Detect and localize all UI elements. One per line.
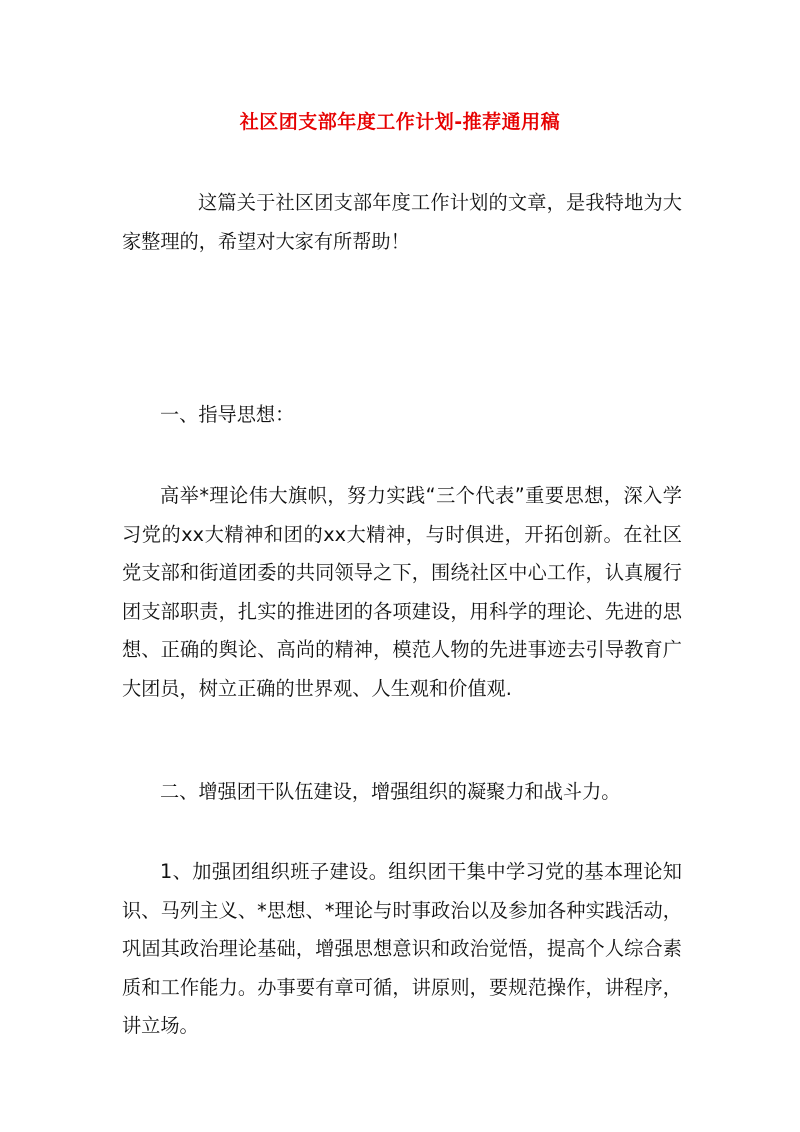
document-title: 社区团支部年度工作计划-推荐通用稿	[239, 111, 561, 133]
section-heading-team-building: 二、增强团干队伍建设，增强组织的凝聚力和战斗力。	[160, 780, 621, 803]
team-building-item-1: 1、加强团组织班子建设。组织团干集中学习党的基本理论知识、马列主义、*思想、*理论与时事政治以及参加各种实践活动，巩固其政治理论基础，增强思想意识和政治觉悟，提高个人综合素质和工作能力。办事要有章可循，讲原则，要规范操作，讲程序，讲立场。	[122, 860, 682, 1037]
intro-paragraph: 这篇关于社区团支部年度工作计划的文章，是我特地为大家整理的，希望对大家有所帮助！	[122, 191, 682, 253]
guiding-thought-paragraph: 高举*理论伟大旗帜，努力实践“三个代表”重要思想，深入学习党的xx大精神和团的xx大精神，与时俱进，开拓创新。在社区党支部和街道团委的共同领导之下，围绕社区中心工作，认真履行团支部职责，扎实的推进团的各项建设，用科学的理论、先进的思想、正确的舆论、高尚的精神，模范人物的先进事迹去引导教育广大团员，树立正确的世界观、人生观和价值观.	[122, 484, 682, 700]
section-heading-guiding-thought: 一、指导思想：	[160, 403, 295, 426]
